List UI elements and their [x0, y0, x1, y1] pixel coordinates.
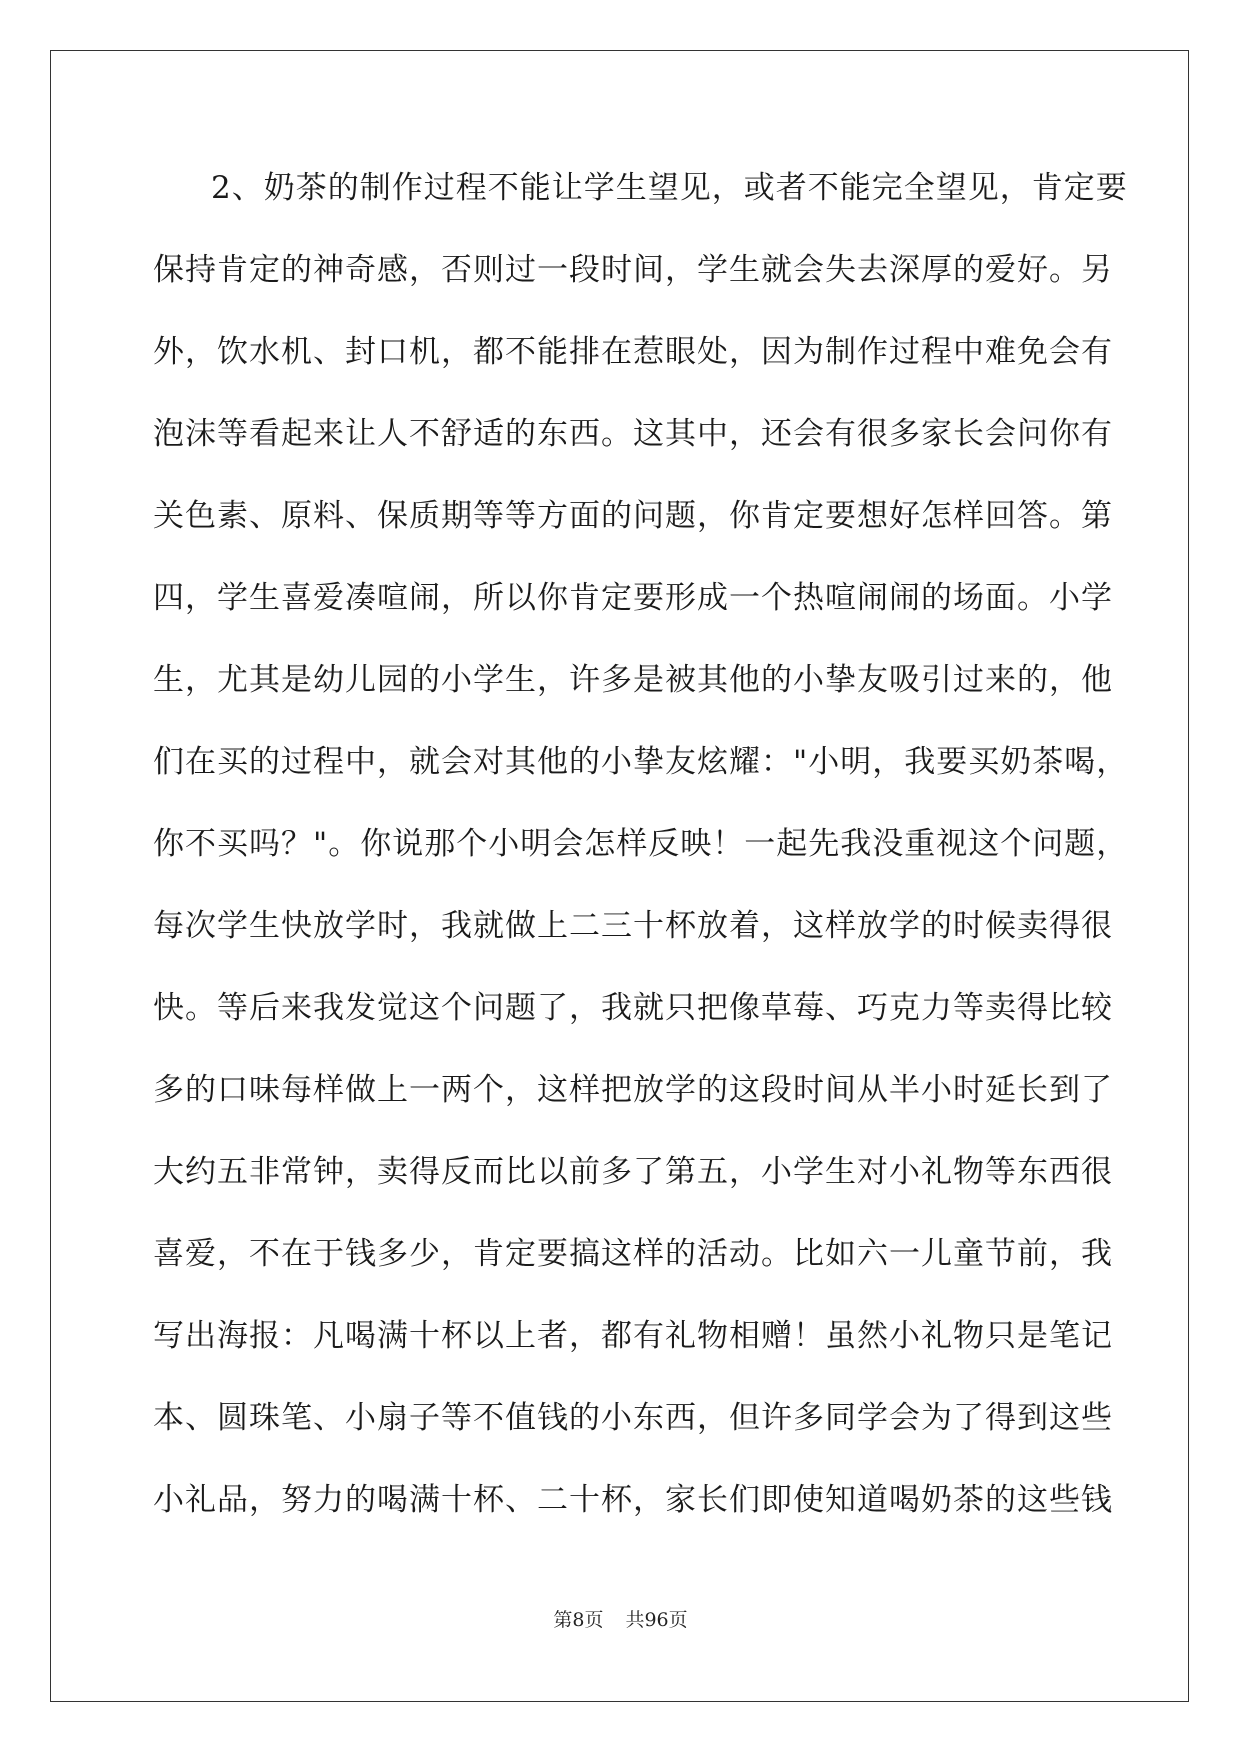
- text-line: 生，尤其是幼儿园的小学生，许多是被其他的小挚友吸引过来的，他: [153, 662, 1113, 698]
- text-line: 写出海报：凡喝满十杯以上者，都有礼物相赠！虽然小礼物只是笔记: [153, 1318, 1113, 1354]
- text-line: 2、奶茶的制作过程不能让学生望见，或者不能完全望见，肯定要: [211, 170, 1128, 206]
- text-line: 你不买吗？"。你说那个小明会怎样反映！一起先我没重视这个问题，: [153, 826, 1129, 862]
- text-line: 喜爱，不在于钱多少，肯定要搞这样的活动。比如六一儿童节前，我: [153, 1236, 1113, 1272]
- text-line: 们在买的过程中，就会对其他的小挚友炫耀："小明，我要买奶茶喝，: [153, 744, 1129, 780]
- page-footer: [0, 1605, 1241, 1632]
- text-line: 大约五非常钟，卖得反而比以前多了第五，小学生对小礼物等东西很: [153, 1154, 1113, 1190]
- text-line: 本、圆珠笔、小扇子等不值钱的小东西，但许多同学会为了得到这些: [153, 1400, 1113, 1436]
- text-line: 每次学生快放学时，我就做上二三十杯放着，这样放学的时候卖得很: [153, 908, 1113, 944]
- page-number: 第8页: [553, 1609, 604, 1631]
- text-line: 关色素、原料、保质期等等方面的问题，你肯定要想好怎样回答。第: [153, 498, 1113, 534]
- body-paragraph: [153, 158, 1129, 1552]
- text-line: 泡沫等看起来让人不舒适的东西。这其中，还会有很多家长会问你有: [153, 416, 1113, 452]
- text-line: 保持肯定的神奇感，否则过一段时间，学生就会失去深厚的爱好。另: [153, 252, 1113, 288]
- text-line: 外，饮水机、封口机，都不能排在惹眼处，因为制作过程中难免会有: [153, 334, 1113, 370]
- text-line: 多的口味每样做上一两个，这样把放学的这段时间从半小时延长到了: [153, 1072, 1113, 1108]
- text-line: 四，学生喜爱凑喧闹，所以你肯定要形成一个热喧闹闹的场面。小学: [153, 580, 1113, 616]
- text-line: 小礼品，努力的喝满十杯、二十杯，家长们即使知道喝奶茶的这些钱: [153, 1482, 1113, 1518]
- total-pages: 共96页: [625, 1609, 688, 1631]
- text-line: 快。等后来我发觉这个问题了，我就只把像草莓、巧克力等卖得比较: [153, 990, 1113, 1026]
